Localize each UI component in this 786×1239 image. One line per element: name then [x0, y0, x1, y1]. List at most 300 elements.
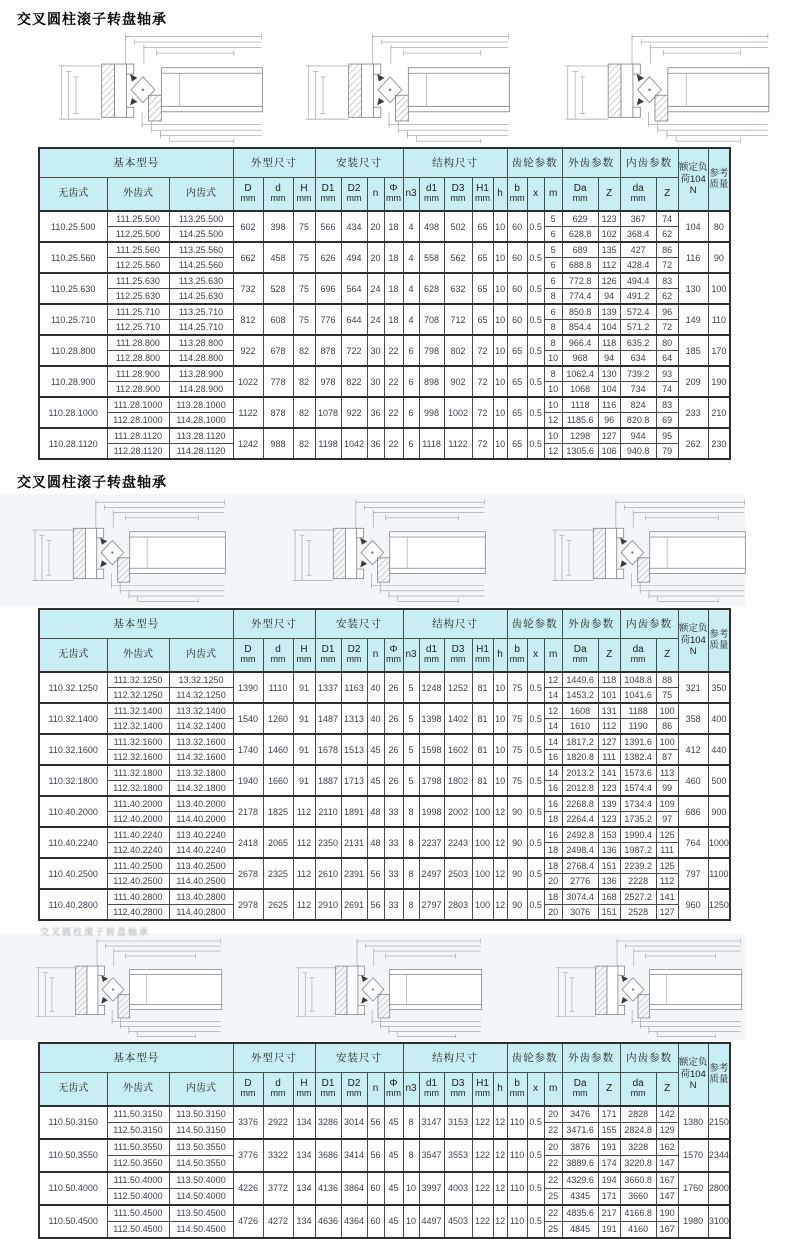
column-unit: mm: [572, 1088, 588, 1099]
column-unit: mm: [475, 654, 491, 665]
gear-variant-value: 191: [598, 1222, 620, 1239]
gear-variant-value: 2768.4: [562, 858, 598, 874]
gear-variant-value: 1068: [562, 382, 598, 398]
reference-mass-value: 350: [708, 672, 730, 703]
bearing-spec-table: [38, 608, 731, 921]
column-symbol: n3: [405, 1082, 417, 1094]
gear-variant-value: 1574.4: [620, 781, 656, 797]
model-internal-gear: 114.50.4500: [169, 1222, 233, 1239]
dimension-value: 75: [293, 211, 315, 242]
column-header: [263, 1072, 293, 1106]
dimension-value: 22: [384, 428, 403, 459]
dimension-value: 0.5: [527, 889, 544, 920]
gear-variant-value: 22: [544, 1123, 562, 1140]
dimension-value: 12: [493, 1106, 507, 1139]
gear-variant-value: 10: [544, 382, 562, 398]
model-no-gear: 110.32.1600: [39, 734, 107, 765]
dimension-value: 812: [233, 304, 263, 335]
dimension-value: 3864: [341, 1172, 367, 1205]
column-header: [562, 1072, 598, 1106]
model-no-gear: 110.28.800: [39, 335, 107, 366]
column-group-header: 结构尺寸: [403, 609, 507, 638]
dimension-value: 0.5: [527, 858, 544, 889]
dimension-value: 1248: [419, 672, 444, 703]
gear-variant-value: 18: [544, 889, 562, 905]
column-header: [39, 1072, 107, 1106]
model-internal-gear: 113.28.1000: [169, 397, 233, 413]
dimension-value: 2131: [341, 827, 367, 858]
column-header: [169, 1072, 233, 1106]
dimension-value: 134: [293, 1205, 315, 1238]
dimension-value: 22: [384, 366, 403, 397]
column-header: [384, 177, 403, 211]
dimension-value: 60: [507, 273, 527, 304]
gear-variant-value: 174: [598, 1156, 620, 1173]
model-internal-gear: 13.32.1250: [169, 672, 233, 688]
model-external-gear: 112.50.3150: [107, 1123, 169, 1140]
dimension-value: 4003: [444, 1172, 472, 1205]
column-symbol: x: [533, 187, 539, 199]
model-no-gear: 110.28.1000: [39, 397, 107, 428]
model-internal-gear: 114.25.560: [169, 258, 233, 274]
gear-variant-value: 130: [598, 366, 620, 382]
dimension-value: 558: [419, 242, 444, 273]
dimension-value: 4226: [233, 1172, 263, 1205]
dimension-value: 1042: [341, 428, 367, 459]
gear-variant-value: 2268.8: [562, 796, 598, 812]
model-internal-gear: 113.50.3150: [169, 1106, 233, 1123]
gear-variant-value: 14: [544, 688, 562, 704]
model-external-gear: 112.50.3550: [107, 1156, 169, 1173]
model-no-gear: 110.50.3550: [39, 1139, 107, 1172]
gear-variant-value: 83: [656, 397, 678, 413]
column-symbol: da: [632, 182, 644, 194]
gear-variant-value: 1734.4: [620, 796, 656, 812]
dimension-value: 72: [472, 397, 493, 428]
dimension-value: 822: [341, 366, 367, 397]
column-symbol: 内齿式: [186, 648, 216, 660]
gear-variant-value: 22: [544, 1172, 562, 1189]
model-external-gear: 111.32.1800: [107, 765, 169, 781]
model-external-gear: 112.40.2240: [107, 843, 169, 859]
column-group-header: 齿轮参数: [507, 148, 562, 177]
reference-mass-header: 参考质量: [708, 1043, 730, 1106]
dimension-value: 0.5: [527, 242, 544, 273]
dimension-value: 112: [293, 858, 315, 889]
rated-load-value: 1570: [678, 1139, 708, 1172]
gear-variant-value: 820.8: [620, 413, 656, 429]
gear-variant-value: 118: [598, 672, 620, 688]
dimension-value: 878: [315, 335, 341, 366]
column-unit: mm: [346, 193, 362, 204]
column-header: [169, 177, 233, 211]
gear-variant-value: 74: [656, 211, 678, 227]
dimension-value: 494: [341, 242, 367, 273]
dimension-value: 978: [315, 366, 341, 397]
column-symbol: D: [244, 643, 252, 655]
model-external-gear: 111.50.3150: [107, 1106, 169, 1123]
dimension-value: 100: [472, 796, 493, 827]
gear-variant-value: 162: [656, 1139, 678, 1156]
dimension-value: 2503: [444, 858, 472, 889]
rated-load-value: 209: [678, 366, 708, 397]
dimension-value: 4: [403, 273, 419, 304]
gear-variant-value: 104: [598, 320, 620, 336]
column-header: [293, 1072, 315, 1106]
dimension-value: 10: [493, 765, 507, 796]
dimension-value: 122: [472, 1139, 493, 1172]
dimension-value: 110: [507, 1205, 527, 1238]
column-unit: mm: [270, 1088, 286, 1099]
dimension-value: 33: [384, 827, 403, 858]
gear-variant-value: 734: [620, 382, 656, 398]
dimension-value: 10: [403, 1172, 419, 1205]
gear-variant-value: 88: [656, 672, 678, 688]
dimension-value: 2237: [419, 827, 444, 858]
model-external-gear: 112.32.1600: [107, 750, 169, 766]
dimension-value: 33: [384, 796, 403, 827]
bearing-cross-section-drawing: [299, 31, 514, 143]
spec-table-2: [0, 608, 745, 921]
gear-variant-value: 8: [544, 335, 562, 351]
dimension-value: 26: [384, 734, 403, 765]
column-symbol: x: [533, 1082, 539, 1094]
dimension-value: 65: [472, 304, 493, 335]
dimension-value: 65: [507, 335, 527, 366]
model-no-gear: 110.32.1250: [39, 672, 107, 703]
gear-variant-value: 629: [562, 211, 598, 227]
dimension-value: 1110: [263, 672, 293, 703]
column-unit: mm: [320, 1088, 336, 1099]
gear-variant-value: 62: [656, 227, 678, 243]
gear-variant-value: 194: [598, 1172, 620, 1189]
rated-load-value: 764: [678, 827, 708, 858]
dimension-value: 2678: [233, 858, 263, 889]
gear-variant-value: 141: [598, 765, 620, 781]
model-internal-gear: 114.40.2000: [169, 812, 233, 828]
gear-variant-value: 10: [544, 428, 562, 444]
gear-variant-value: 968: [562, 351, 598, 367]
reference-mass-value: 110: [708, 304, 730, 335]
reference-mass-value: 100: [708, 273, 730, 304]
dimension-value: 988: [263, 428, 293, 459]
column-header: [233, 177, 263, 211]
column-unit: mm: [240, 1088, 256, 1099]
gear-variant-value: 127: [598, 734, 620, 750]
dimension-value: 3286: [315, 1106, 341, 1139]
dimension-value: 1402: [444, 703, 472, 734]
column-symbol: Φ: [389, 182, 398, 194]
dimension-value: 75: [507, 734, 527, 765]
gear-variant-value: 4329.6: [562, 1172, 598, 1189]
column-header: [598, 1072, 620, 1106]
gear-variant-value: 153: [598, 827, 620, 843]
gear-variant-value: 62: [656, 289, 678, 305]
gear-variant-value: 22: [544, 1205, 562, 1222]
dimension-value: 1713: [341, 765, 367, 796]
model-no-gear: 110.40.2500: [39, 858, 107, 889]
gear-variant-value: 5: [544, 211, 562, 227]
dimension-value: 2002: [444, 796, 472, 827]
gear-variant-value: 14: [544, 719, 562, 735]
column-unit: mm: [386, 654, 402, 665]
model-internal-gear: 114.28.800: [169, 351, 233, 367]
column-group-header: 外型尺寸: [233, 1043, 315, 1072]
dimension-value: 1163: [341, 672, 367, 703]
model-internal-gear: 113.40.2500: [169, 858, 233, 874]
model-external-gear: 111.50.4500: [107, 1205, 169, 1222]
gear-variant-value: 112: [598, 258, 620, 274]
dimension-value: 0.5: [527, 211, 544, 242]
gear-variant-value: 142: [656, 1106, 678, 1123]
dimension-value: 434: [341, 211, 367, 242]
dimension-value: 1802: [444, 765, 472, 796]
gear-variant-value: 3220.8: [620, 1156, 656, 1173]
column-symbol: b: [514, 643, 520, 655]
dimension-value: 10: [493, 273, 507, 304]
column-unit: mm: [475, 193, 491, 204]
bearing-spec-table: [38, 1042, 731, 1239]
column-header: [107, 177, 169, 211]
dimension-value: 65: [472, 242, 493, 273]
dimension-value: 2178: [233, 796, 263, 827]
gear-variant-value: 571.2: [620, 320, 656, 336]
gear-variant-value: 628.8: [562, 227, 598, 243]
dimension-value: 8: [403, 1106, 419, 1139]
model-external-gear: 112.28.1000: [107, 413, 169, 429]
dimension-value: 8: [403, 796, 419, 827]
gear-variant-value: 125: [656, 858, 678, 874]
column-symbol: m: [548, 648, 558, 660]
bearing-cross-section-drawing: [548, 936, 748, 1038]
dimension-value: 75: [507, 672, 527, 703]
column-unit: mm: [296, 193, 312, 204]
column-header: [444, 1072, 472, 1106]
dimension-value: 4272: [263, 1205, 293, 1238]
gear-variant-value: 72: [656, 258, 678, 274]
rated-load-header: 额定负荷104N: [678, 148, 708, 211]
dimension-value: 90: [507, 796, 527, 827]
gear-variant-value: 83: [656, 273, 678, 289]
rated-load-header: 额定负荷104N: [678, 1043, 708, 1106]
gear-variant-value: 217: [598, 1205, 620, 1222]
dimension-value: 26: [384, 765, 403, 796]
column-symbol: m: [548, 187, 558, 199]
gear-variant-value: 141: [656, 889, 678, 905]
gear-variant-value: 136: [598, 843, 620, 859]
dimension-value: 628: [419, 273, 444, 304]
dimension-value: 562: [444, 242, 472, 273]
gear-variant-value: 1185.6: [562, 413, 598, 429]
model-no-gear: 110.25.500: [39, 211, 107, 242]
column-symbol: da: [632, 643, 644, 655]
gear-variant-value: 772.8: [562, 273, 598, 289]
column-group-header: 安装尺寸: [315, 148, 403, 177]
column-symbol: D1: [321, 1077, 335, 1089]
gear-variant-value: 118: [598, 335, 620, 351]
reference-mass-value: 1000: [708, 827, 730, 858]
gear-variant-value: 14: [544, 765, 562, 781]
dimension-value: 82: [293, 366, 315, 397]
column-header: [472, 1072, 493, 1106]
gear-variant-value: 634: [620, 351, 656, 367]
dimension-value: 662: [233, 242, 263, 273]
dimension-value: 81: [472, 765, 493, 796]
dimension-value: 26: [384, 672, 403, 703]
dimension-value: 72: [472, 428, 493, 459]
gear-variant-value: 4345: [562, 1189, 598, 1206]
gear-variant-value: 635.2: [620, 335, 656, 351]
column-header: [341, 177, 367, 211]
reference-mass-header: 参考质量: [708, 609, 730, 672]
model-internal-gear: 113.32.1600: [169, 734, 233, 750]
dimension-value: 498: [419, 211, 444, 242]
model-external-gear: 112.32.1250: [107, 688, 169, 704]
gear-variant-value: 2527.2: [620, 889, 656, 905]
model-no-gear: 110.32.1800: [39, 765, 107, 796]
column-unit: mm: [296, 654, 312, 665]
bearing-cross-section-drawing: [28, 497, 228, 603]
gear-variant-value: 135: [598, 242, 620, 258]
column-symbol: h: [497, 648, 503, 660]
column-symbol: Z: [664, 187, 671, 199]
model-external-gear: 111.40.2500: [107, 858, 169, 874]
column-header: [444, 638, 472, 672]
column-header: [315, 1072, 341, 1106]
dimension-value: 82: [293, 428, 315, 459]
column-group-header: 结构尺寸: [403, 148, 507, 177]
gear-variant-value: 86: [656, 242, 678, 258]
dimension-value: 33: [384, 889, 403, 920]
column-header: [507, 177, 527, 211]
dimension-value: 1002: [444, 397, 472, 428]
model-internal-gear: 114.32.1250: [169, 688, 233, 704]
dimension-value: 1390: [233, 672, 263, 703]
gear-variant-value: 1817.2: [562, 734, 598, 750]
gear-variant-value: 96: [656, 304, 678, 320]
model-no-gear: 110.40.2240: [39, 827, 107, 858]
model-no-gear: 110.50.4000: [39, 1172, 107, 1205]
bearing-cross-section-drawing: [28, 936, 228, 1038]
rated-load-value: 104: [678, 211, 708, 242]
model-no-gear: 110.40.2000: [39, 796, 107, 827]
model-external-gear: 111.50.3550: [107, 1139, 169, 1156]
dimension-value: 1078: [315, 397, 341, 428]
gear-variant-value: 2013.2: [562, 765, 598, 781]
column-symbol: H: [300, 182, 308, 194]
gear-variant-value: 131: [598, 703, 620, 719]
dimension-value: 24: [367, 304, 384, 335]
dimension-value: 5: [403, 734, 419, 765]
dimension-value: 134: [293, 1106, 315, 1139]
gear-variant-value: 112: [598, 719, 620, 735]
dimension-value: 33: [384, 858, 403, 889]
dimension-value: 90: [507, 827, 527, 858]
dimension-value: 81: [472, 734, 493, 765]
rated-load-value: 130: [678, 273, 708, 304]
dimension-value: 2110: [315, 796, 341, 827]
gear-variant-value: 171: [598, 1189, 620, 1206]
gear-variant-value: 572.4: [620, 304, 656, 320]
dimension-value: 8: [403, 1139, 419, 1172]
column-unit: mm: [270, 193, 286, 204]
column-symbol: D1: [321, 643, 335, 655]
column-group-header: 齿轮参数: [507, 609, 562, 638]
gear-variant-value: 99: [656, 781, 678, 797]
drawing-band-1: [0, 29, 745, 145]
gear-variant-value: 112: [656, 874, 678, 890]
gear-variant-value: 16: [544, 750, 562, 766]
model-external-gear: 111.25.710: [107, 304, 169, 320]
column-header: [656, 177, 678, 211]
gear-variant-value: 126: [598, 273, 620, 289]
column-header: [107, 1072, 169, 1106]
column-header: [367, 177, 384, 211]
gear-variant-value: 80: [656, 335, 678, 351]
gear-variant-value: 123: [598, 812, 620, 828]
gear-variant-value: 14: [544, 734, 562, 750]
column-symbol: Φ: [389, 1077, 398, 1089]
column-header: [544, 638, 562, 672]
dimension-value: 45: [384, 1139, 403, 1172]
model-external-gear: 111.32.1400: [107, 703, 169, 719]
rated-load-value: 686: [678, 796, 708, 827]
gear-variant-value: 5: [544, 242, 562, 258]
column-header: [403, 638, 419, 672]
gear-variant-value: 86: [656, 719, 678, 735]
column-header: [293, 638, 315, 672]
dimension-value: 0.5: [527, 1139, 544, 1172]
dimension-value: 24: [367, 273, 384, 304]
dimension-value: 1313: [341, 703, 367, 734]
dimension-value: 91: [293, 734, 315, 765]
model-internal-gear: 114.32.1600: [169, 750, 233, 766]
column-symbol: H1: [476, 1077, 489, 1089]
model-internal-gear: 114.32.1800: [169, 781, 233, 797]
rated-load-value: 412: [678, 734, 708, 765]
gear-variant-value: 6: [544, 273, 562, 289]
gear-variant-value: 8: [544, 366, 562, 382]
gear-variant-value: 1391.6: [620, 734, 656, 750]
model-external-gear: 111.32.1600: [107, 734, 169, 750]
column-symbol: D: [244, 1077, 252, 1089]
model-external-gear: 111.28.1000: [107, 397, 169, 413]
column-group-header: 外型尺寸: [233, 609, 315, 638]
model-external-gear: 112.28.900: [107, 382, 169, 398]
gear-variant-value: 428.4: [620, 258, 656, 274]
dimension-value: 12: [493, 1139, 507, 1172]
column-header: [562, 177, 598, 211]
column-symbol: Da: [573, 643, 587, 655]
model-internal-gear: 114.50.3150: [169, 1123, 233, 1140]
dimension-value: 3553: [444, 1139, 472, 1172]
spec-table-3: [0, 1042, 745, 1239]
gear-variant-value: 1608: [562, 703, 598, 719]
column-group-header: 内齿参数: [620, 609, 678, 638]
column-group-header: 内齿参数: [620, 1043, 678, 1072]
dimension-value: 6: [403, 366, 419, 397]
reference-mass-value: 400: [708, 703, 730, 734]
dimension-value: 0.5: [527, 366, 544, 397]
dimension-value: 5: [403, 703, 419, 734]
column-header: [598, 177, 620, 211]
dimension-value: 12: [493, 1205, 507, 1238]
model-internal-gear: 114.28.1000: [169, 413, 233, 429]
column-symbol: b: [514, 1077, 520, 1089]
dimension-value: 56: [367, 1139, 384, 1172]
column-header: [39, 638, 107, 672]
column-symbol: Z: [606, 187, 613, 199]
